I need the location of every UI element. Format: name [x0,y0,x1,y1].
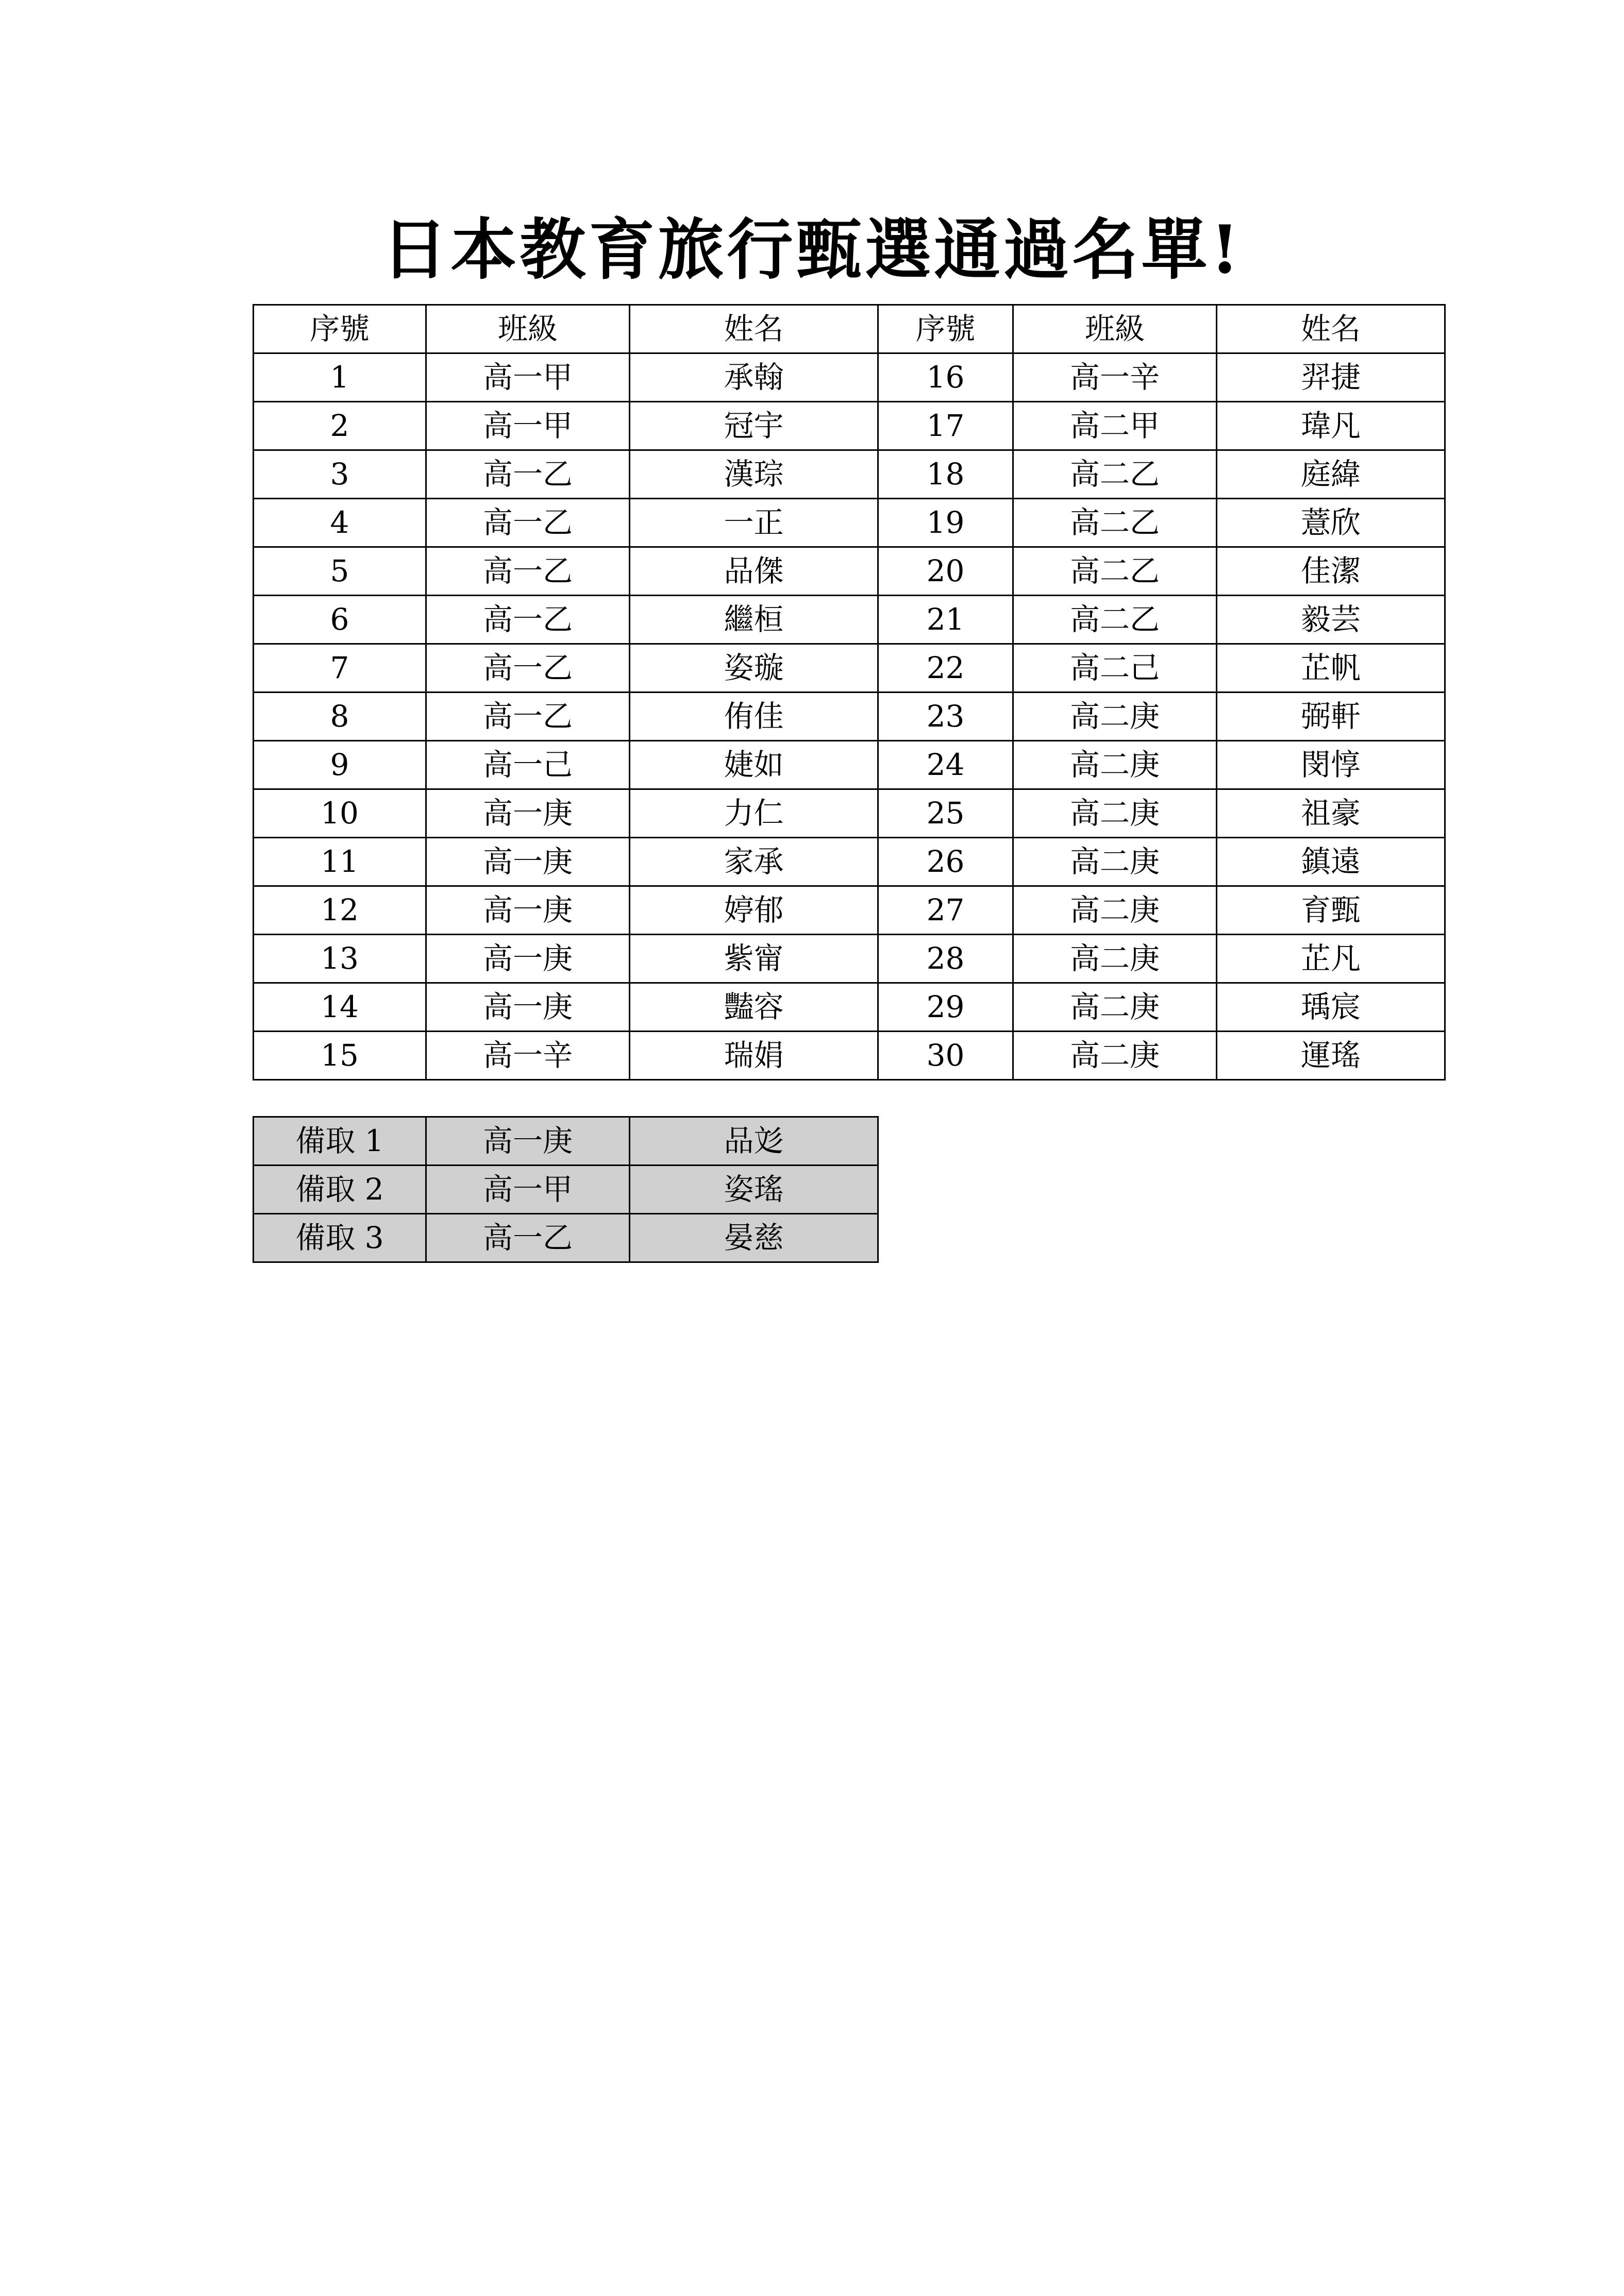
table-row [254,983,1445,1032]
cell-name: 力仁 [630,789,878,838]
cell-class: 高二己 [1013,644,1217,693]
cell-class: 高一庚 [426,1117,630,1166]
cell-class: 高二甲 [1013,402,1217,450]
cell-no: 4 [254,499,426,547]
cell-no: 7 [254,644,426,693]
cell-class: 高一乙 [426,547,630,596]
table-row [254,886,1445,935]
cell-class: 高一乙 [426,499,630,547]
cell-name: 婷郁 [630,886,878,935]
cell-class: 高二庚 [1013,741,1217,789]
cell-name: 承翰 [630,353,878,402]
cell-class: 高一甲 [426,1166,630,1214]
cell-class: 高二乙 [1013,547,1217,596]
cell-name: 姿瑤 [630,1166,878,1214]
cell-no: 5 [254,547,426,596]
header-name: 姓名 [630,305,878,353]
table-row [254,450,1445,499]
cell-no: 21 [878,596,1013,644]
cell-name: 閔惇 [1217,741,1445,789]
cell-name: 庭緯 [1217,450,1445,499]
cell-name: 瑞娟 [630,1032,878,1080]
reserve-row [254,1117,878,1166]
cell-class: 高二乙 [1013,596,1217,644]
cell-no: 10 [254,789,426,838]
cell-class: 高二庚 [1013,983,1217,1032]
cell-name: 佳潔 [1217,547,1445,596]
table-row [254,644,1445,693]
cell-class: 高二庚 [1013,935,1217,983]
cell-class: 高一甲 [426,402,630,450]
cell-no: 22 [878,644,1013,693]
table-row [254,838,1445,886]
cell-class: 高一庚 [426,789,630,838]
table-row [254,935,1445,983]
cell-name: 芷凡 [1217,935,1445,983]
cell-class: 高一己 [426,741,630,789]
cell-no: 3 [254,450,426,499]
header-name: 姓名 [1217,305,1445,353]
cell-no: 30 [878,1032,1013,1080]
cell-class: 高一乙 [426,1214,630,1262]
cell-class: 高一辛 [426,1032,630,1080]
table-row [254,741,1445,789]
cell-name: 芷帆 [1217,644,1445,693]
header-class: 班級 [1013,305,1217,353]
cell-name: 瑀宸 [1217,983,1445,1032]
reserve-row [254,1214,878,1262]
cell-no: 11 [254,838,426,886]
cell-name: 祖豪 [1217,789,1445,838]
cell-name: 薏欣 [1217,499,1445,547]
cell-name: 姿璇 [630,644,878,693]
cell-class: 高一庚 [426,886,630,935]
cell-class: 高二乙 [1013,450,1217,499]
cell-name: 紫甯 [630,935,878,983]
cell-class: 高一乙 [426,693,630,741]
cell-class: 高二庚 [1013,789,1217,838]
cell-class: 高一庚 [426,935,630,983]
cell-class: 高二乙 [1013,499,1217,547]
cell-class: 高二庚 [1013,838,1217,886]
cell-no: 9 [254,741,426,789]
page-title: 日本教育旅行甄選通過名單! [381,211,1243,289]
cell-name: 家承 [630,838,878,886]
table-row [254,693,1445,741]
table-row [254,547,1445,596]
cell-name: 品彣 [630,1117,878,1166]
cell-no: 16 [878,353,1013,402]
cell-class: 高二庚 [1013,693,1217,741]
table-row [254,499,1445,547]
cell-class: 高一庚 [426,838,630,886]
cell-name: 瑋凡 [1217,402,1445,450]
reserve-row [254,1166,878,1214]
cell-no: 8 [254,693,426,741]
cell-no: 24 [878,741,1013,789]
cell-no: 6 [254,596,426,644]
header-class: 班級 [426,305,630,353]
table-row [254,596,1445,644]
cell-no: 27 [878,886,1013,935]
header-no: 序號 [878,305,1013,353]
table-header-row [254,305,1445,353]
cell-class: 高一甲 [426,353,630,402]
cell-no: 12 [254,886,426,935]
cell-name: 毅芸 [1217,596,1445,644]
selection-table [253,304,1446,1081]
cell-name: 繼桓 [630,596,878,644]
cell-class: 高一乙 [426,450,630,499]
cell-reserve-no: 備取 1 [254,1117,426,1166]
cell-name: 豔容 [630,983,878,1032]
cell-no: 25 [878,789,1013,838]
cell-no: 29 [878,983,1013,1032]
cell-name: 育甄 [1217,886,1445,935]
cell-no: 2 [254,402,426,450]
cell-name: 運瑤 [1217,1032,1445,1080]
cell-name: 一正 [630,499,878,547]
cell-no: 18 [878,450,1013,499]
cell-name: 婕如 [630,741,878,789]
cell-reserve-no: 備取 2 [254,1166,426,1214]
cell-name: 冠宇 [630,402,878,450]
cell-name: 羿捷 [1217,353,1445,402]
header-no: 序號 [254,305,426,353]
cell-no: 23 [878,693,1013,741]
cell-name: 鎮遠 [1217,838,1445,886]
cell-no: 19 [878,499,1013,547]
cell-class: 高二庚 [1013,1032,1217,1080]
reserve-table [253,1116,879,1263]
table-row [254,353,1445,402]
cell-class: 高二庚 [1013,886,1217,935]
table-row [254,789,1445,838]
table-row [254,1032,1445,1080]
cell-name: 漢琮 [630,450,878,499]
cell-no: 13 [254,935,426,983]
cell-no: 28 [878,935,1013,983]
cell-reserve-no: 備取 3 [254,1214,426,1262]
cell-no: 14 [254,983,426,1032]
cell-no: 15 [254,1032,426,1080]
cell-no: 26 [878,838,1013,886]
cell-class: 高一辛 [1013,353,1217,402]
cell-name: 弼軒 [1217,693,1445,741]
table-row [254,402,1445,450]
cell-no: 20 [878,547,1013,596]
cell-class: 高一庚 [426,983,630,1032]
cell-name: 品傑 [630,547,878,596]
cell-no: 17 [878,402,1013,450]
cell-no: 1 [254,353,426,402]
cell-name: 侑佳 [630,693,878,741]
cell-class: 高一乙 [426,644,630,693]
cell-class: 高一乙 [426,596,630,644]
cell-name: 晏慈 [630,1214,878,1262]
